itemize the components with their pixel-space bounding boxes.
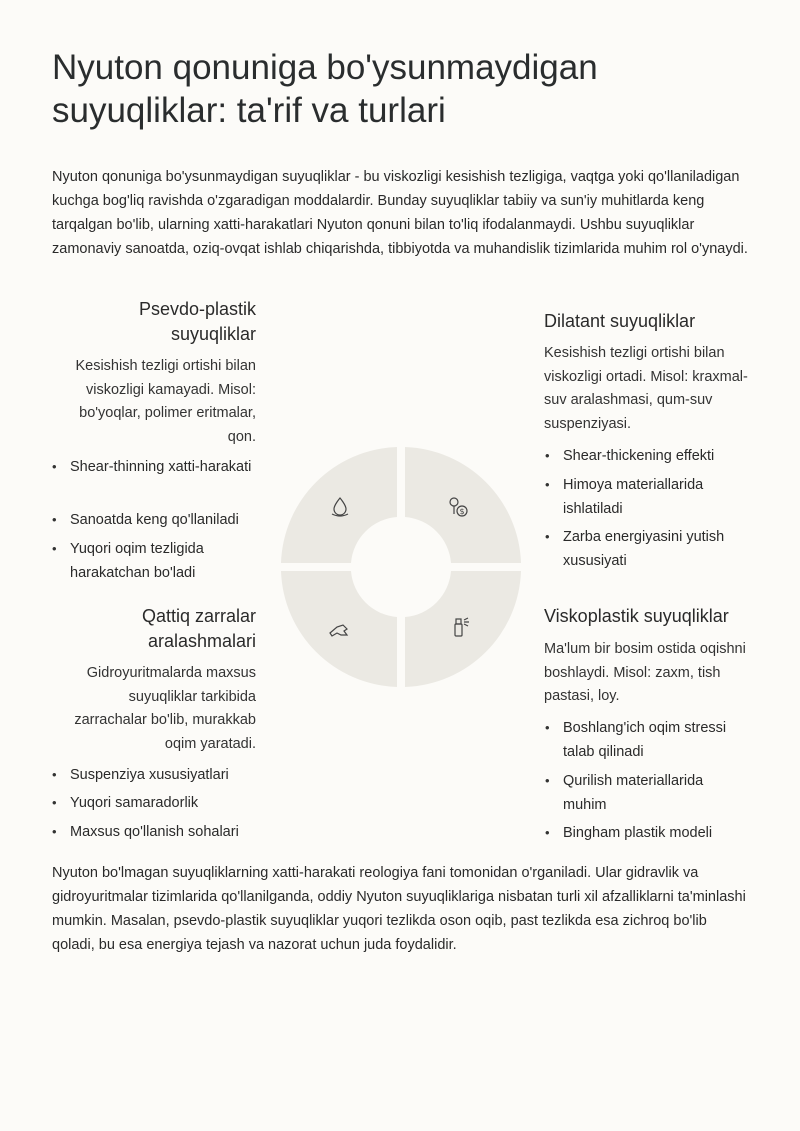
list-item: • Yuqori samaradorlik (52, 792, 198, 816)
list-item: • Himoya materiallarida ishlatiladi (545, 474, 733, 521)
section-title: Viskoplastik suyuqliklar (544, 606, 729, 626)
section-dilatant-desc-wrap (544, 342, 754, 436)
section-desc: Kesishish tezligi ortishi bilan viskozligi kamayadi. Misol: bo'yoqlar, polimer eritmalar, qon. (75, 358, 256, 445)
section-desc: Ma'lum bir bosim ostida oqishni boshlaydi. Misol: zaxm, tish pastasi, loy. (544, 641, 746, 704)
list-item: • Zarba energiyasini yutish xususiyati (545, 526, 753, 573)
section-title: Dilatant suyuqliklar (544, 311, 696, 331)
list-item: • Suspenziya xususiyatlari (52, 764, 229, 788)
ring-diagram (281, 447, 521, 687)
section-psevdo (60, 297, 256, 347)
section-qattiq (60, 604, 256, 654)
ring-segment-top-left (281, 447, 397, 563)
section-qattiq-desc-wrap (60, 662, 256, 756)
ring-segment-bottom-right (405, 571, 521, 687)
list-item: • Maxsus qo'llanish sohalari (52, 821, 239, 845)
section-dilatant (544, 309, 764, 334)
ring-svg (281, 447, 521, 687)
outro-paragraph: Nyuton bo'lmagan suyuqliklarning xatti-harakati reologiya fani tomonidan o'rganiladi. Ular gidravlik va gidroyuritmalar tizimlarida qo'llanilganda, oddiy Nyuton suyuqliklariga nisbatan turli xil afzalliklarni ta'minlashi mumkin. Masalan, psevdo-plastik suyuqliklar yuqori tezlikda oson oqib, past tezlikda esa zichroq bo'lib qoladi, bu esa energiya tejash va nazorat uchun juda foydalidir. (52, 865, 746, 953)
ring-segment-top-right (405, 447, 521, 563)
list-item: • Qurilish materiallarida muhim (545, 770, 723, 817)
section-title: Qattiq zarralar aralashmalari (141, 606, 256, 651)
intro-paragraph: Nyuton qonuniga bo'ysunmaydigan suyuqliklar - bu viskozligi kesishish tezligiga, vaqtga yoki qo'llaniladigan kuchga bog'liq ravishda o'zgaradigan moddalardir. Bunday suyuqliklar tabiiy va sun'iy muhitlarda keng tarqalgan bo'lib, ularning xatti-harakatlari Nyuton qonuni bilan to'liq ifodalanmaydi. Ushbu suyuqliklar zamonaviy sanoatda, oziq-ovqat ishlab chiqarishda, tibbiyotda va muhandislik tizimlarida muhim rol o'ynaydi. (52, 169, 748, 257)
list-item: • Boshlang'ich oqim stressi talab qilinadi (545, 717, 743, 764)
section-title: Psevdo-plastik suyuqliklar (138, 299, 256, 344)
list-item: • Shear-thickening effekti (545, 445, 714, 469)
section-visko-desc-wrap (544, 638, 754, 709)
page-title: Nyuton qonuniga bo'ysunmaydigan suyuqliklar: ta'rif va turlari (52, 48, 598, 130)
list-item: • Sanoatda keng qo'llaniladi (52, 509, 239, 533)
list-item: • Shear-thinning xatti-harakati (52, 456, 251, 480)
section-desc: Kesishish tezligi ortishi bilan viskozligi ortadi. Misol: kraxmal-suv aralashmasi, qum-suv suspenziyasi. (544, 345, 748, 432)
svg-text:$: $ (459, 507, 465, 516)
section-psevdo-desc-wrap (60, 355, 256, 449)
section-desc: Gidroyuritmalarda maxsus suyuqliklar tarkibida zarrachalar bo'lib, murakkab oqim yaratadi. (74, 665, 256, 752)
ring-segment-bottom-left (281, 571, 397, 687)
section-visko (544, 604, 764, 629)
list-item: • Yuqori oqim tezligida harakatchan bo'ladi (52, 538, 240, 585)
list-item: • Bingham plastik modeli (545, 822, 712, 846)
